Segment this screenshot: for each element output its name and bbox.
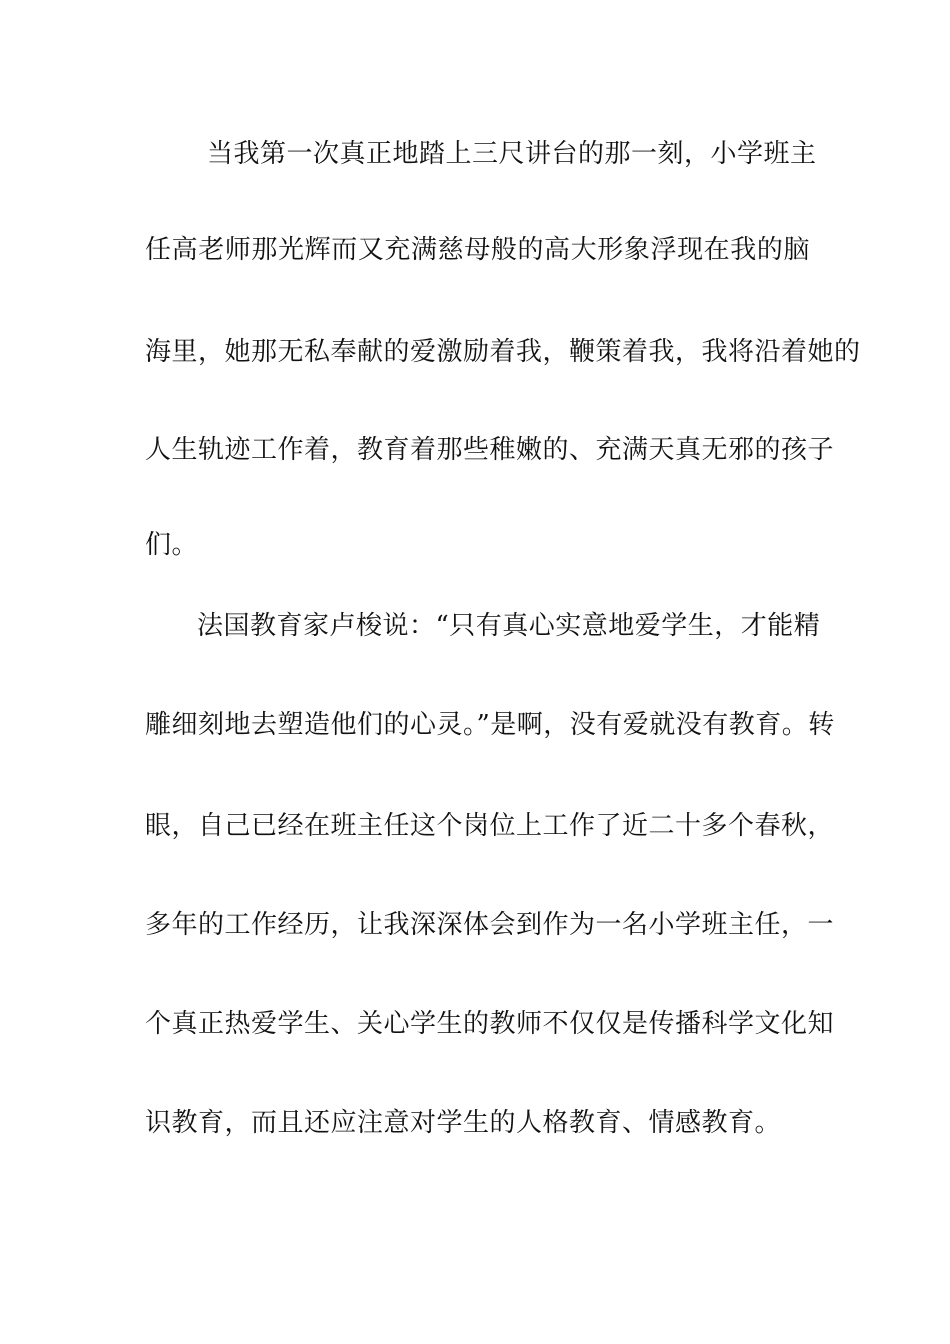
text-line: 海里，她那无私奉献的爱激励着我，鞭策着我，我将沿着她的 <box>145 337 861 367</box>
text-line: 任高老师那光辉而又充满慈母般的高大形象浮现在我的脑 <box>145 235 810 265</box>
text-line: 雕细刻地去塑造他们的心灵。”是啊，没有爱就没有教育。转 <box>145 710 835 740</box>
text-line: 当我第一次真正地踏上三尺讲台的那一刻，小学班主 <box>207 139 817 169</box>
text-line: 识教育，而且还应注意对学生的人格教育、情感教育。 <box>145 1108 782 1138</box>
text-line: 法国教育家卢梭说：“只有真心实意地爱学生，才能精 <box>197 611 821 641</box>
text-line: 眼，自己已经在班主任这个岗位上工作了近二十多个春秋， <box>145 811 835 841</box>
text-line: 人生轨迹工作着，教育着那些稚嫩的、充满天真无邪的孩子 <box>145 435 835 465</box>
text-line: 个真正热爱学生、关心学生的教师不仅仅是传播科学文化知 <box>145 1009 835 1039</box>
text-line: 多年的工作经历，让我深深体会到作为一名小学班主任，一 <box>145 910 835 940</box>
text-line: 们。 <box>145 530 199 560</box>
